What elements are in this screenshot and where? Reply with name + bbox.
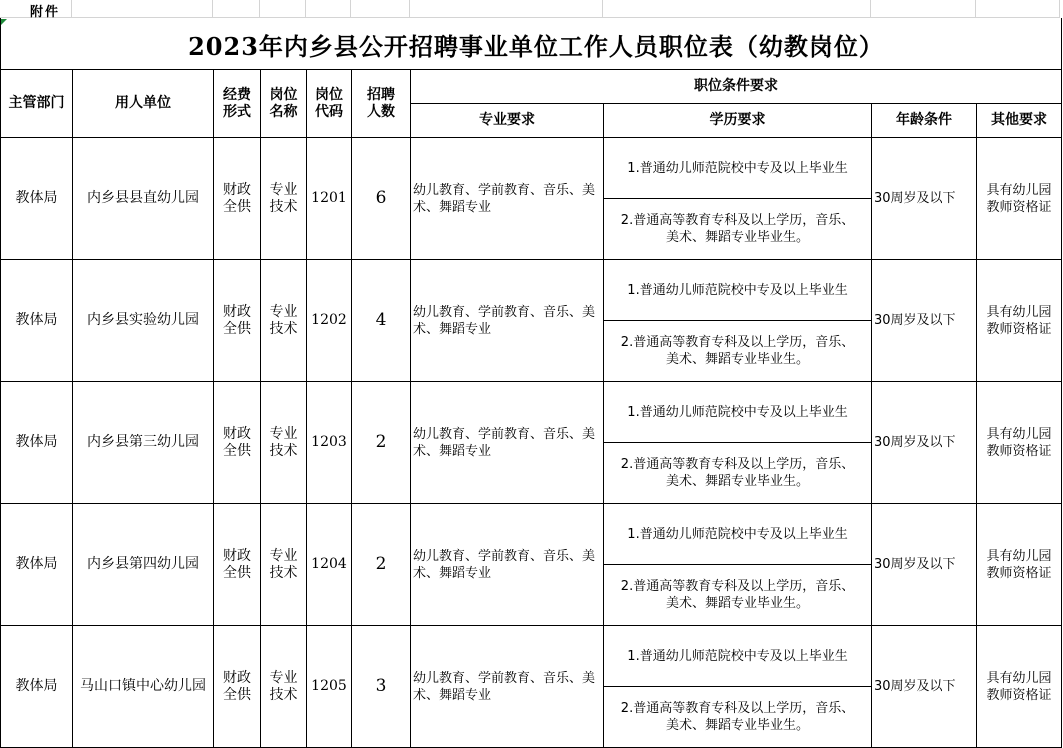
- edu2-line1: 2.普通高等教育专科及以上学历，音乐、: [620, 213, 855, 228]
- cell-major[interactable]: 幼儿教育、学前教育、音乐、美术、舞蹈专业: [411, 138, 604, 260]
- funding-line1: 财政: [223, 547, 251, 564]
- empty-cell[interactable]: [213, 0, 260, 18]
- cell-age[interactable]: 30周岁及以下: [872, 504, 977, 626]
- other-line2: 教师资格证: [986, 443, 1052, 459]
- edu2-line2: 美术、舞蹈专业毕业生。: [665, 474, 809, 489]
- funding-line2: 全供: [223, 564, 251, 581]
- header-funding-line2: 形式: [223, 103, 251, 120]
- header-dept[interactable]: 主管部门: [1, 70, 73, 138]
- post-line2: 技术: [269, 320, 298, 337]
- header-hire-count-line2: 人数: [367, 103, 395, 120]
- edu2-line1: 2.普通高等教育专科及以上学历，音乐、: [620, 701, 855, 716]
- edu2-line1: 2.普通高等教育专科及以上学历，音乐、: [620, 335, 855, 350]
- post-line2: 技术: [269, 198, 298, 215]
- header-unit[interactable]: 用人单位: [73, 70, 214, 138]
- other-line1: 具有幼儿园: [986, 548, 1052, 564]
- cell-education-2[interactable]: [604, 443, 872, 504]
- cell-education-1[interactable]: 1.普通幼儿师范院校中专及以上毕业生: [604, 382, 872, 443]
- cell-major[interactable]: 幼儿教育、学前教育、音乐、美术、舞蹈专业: [411, 382, 604, 504]
- cell-funding[interactable]: [214, 504, 261, 626]
- cell-education-2[interactable]: [604, 321, 872, 382]
- empty-cell[interactable]: [976, 0, 1060, 18]
- header-age[interactable]: 年龄条件: [872, 104, 977, 138]
- header-post-code-line2: 代码: [315, 103, 343, 120]
- header-requirements[interactable]: 职位条件要求: [411, 70, 1062, 104]
- other-line2: 教师资格证: [986, 321, 1052, 337]
- header-post-name-line1: 岗位: [269, 86, 298, 103]
- cell-unit[interactable]: 内乡县实验幼儿园: [73, 260, 214, 382]
- edu2-line1: 2.普通高等教育专科及以上学历，音乐、: [620, 457, 855, 472]
- other-line1: 具有幼儿园: [986, 182, 1052, 198]
- other-line1: 具有幼儿园: [986, 304, 1052, 320]
- cell-post-name[interactable]: [261, 626, 307, 748]
- cell-comment-marker: [0, 18, 6, 24]
- title-row[interactable]: [0, 18, 1062, 70]
- post-line1: 专业: [269, 547, 298, 564]
- cell-funding[interactable]: [214, 260, 261, 382]
- cell-unit[interactable]: 马山口镇中心幼儿园: [73, 626, 214, 748]
- cell-dept[interactable]: 教体局: [1, 626, 73, 748]
- cell-dept[interactable]: 教体局: [1, 260, 73, 382]
- other-line1: 具有幼儿园: [986, 670, 1052, 686]
- header-major[interactable]: 专业要求: [411, 104, 604, 138]
- funding-line1: 财政: [223, 425, 251, 442]
- cell-hire-count[interactable]: 6: [352, 138, 411, 260]
- edu2-line2: 美术、舞蹈专业毕业生。: [665, 230, 809, 245]
- other-line2: 教师资格证: [986, 687, 1052, 703]
- cell-post-code[interactable]: 1203: [307, 382, 352, 504]
- cell-funding[interactable]: [214, 138, 261, 260]
- funding-line2: 全供: [223, 198, 251, 215]
- cell-funding[interactable]: [214, 626, 261, 748]
- page-title: 2023年内乡县公开招聘事业单位工作人员职位表（幼教岗位）: [188, 31, 884, 61]
- cell-unit[interactable]: 内乡县第三幼儿园: [73, 382, 214, 504]
- funding-line1: 财政: [223, 181, 251, 198]
- cell-education-1[interactable]: 1.普通幼儿师范院校中专及以上毕业生: [604, 260, 872, 321]
- header-post-code-line1: 岗位: [315, 86, 343, 103]
- cell-education-2[interactable]: [604, 687, 872, 748]
- cell-age[interactable]: 30周岁及以下: [872, 138, 977, 260]
- header-post-name-line2: 名称: [269, 103, 298, 120]
- cell-dept[interactable]: 教体局: [1, 504, 73, 626]
- post-line2: 技术: [269, 686, 298, 703]
- funding-line1: 财政: [223, 303, 251, 320]
- empty-cell[interactable]: [871, 0, 976, 18]
- cell-age[interactable]: 30周岁及以下: [872, 260, 977, 382]
- header-hire-count-line1: 招聘: [367, 86, 395, 103]
- cell-post-name[interactable]: [261, 504, 307, 626]
- cell-post-name[interactable]: [261, 382, 307, 504]
- cell-unit[interactable]: 内乡县县直幼儿园: [73, 138, 214, 260]
- other-line2: 教师资格证: [986, 199, 1052, 215]
- cell-education-1[interactable]: 1.普通幼儿师范院校中专及以上毕业生: [604, 138, 872, 199]
- cell-major[interactable]: 幼儿教育、学前教育、音乐、美术、舞蹈专业: [411, 504, 604, 626]
- cell-post-name[interactable]: [261, 138, 307, 260]
- cell-other[interactable]: [977, 626, 1062, 748]
- post-line1: 专业: [269, 669, 298, 686]
- annex-row: [0, 0, 1063, 18]
- cell-hire-count[interactable]: 2: [352, 504, 411, 626]
- cell-major[interactable]: 幼儿教育、学前教育、音乐、美术、舞蹈专业: [411, 260, 604, 382]
- cell-hire-count[interactable]: 3: [352, 626, 411, 748]
- cell-other[interactable]: [977, 504, 1062, 626]
- cell-education-2[interactable]: [604, 565, 872, 626]
- cell-other[interactable]: [977, 382, 1062, 504]
- cell-education-2[interactable]: [604, 199, 872, 260]
- cell-hire-count[interactable]: 2: [352, 382, 411, 504]
- cell-post-code[interactable]: 1204: [307, 504, 352, 626]
- funding-line2: 全供: [223, 320, 251, 337]
- cell-post-code[interactable]: 1201: [307, 138, 352, 260]
- cell-post-code[interactable]: 1202: [307, 260, 352, 382]
- other-line2: 教师资格证: [986, 565, 1052, 581]
- cell-age[interactable]: 30周岁及以下: [872, 382, 977, 504]
- header-funding-line1: 经费: [223, 86, 251, 103]
- header-post-code[interactable]: [307, 70, 352, 138]
- cell-other[interactable]: [977, 260, 1062, 382]
- other-line1: 具有幼儿园: [986, 426, 1052, 442]
- cell-funding[interactable]: [214, 382, 261, 504]
- funding-line1: 财政: [223, 669, 251, 686]
- header-hire-count[interactable]: [352, 70, 411, 138]
- post-line2: 技术: [269, 442, 298, 459]
- post-line1: 专业: [269, 181, 298, 198]
- annex-label: 附件: [30, 5, 61, 20]
- cell-age[interactable]: 30周岁及以下: [872, 626, 977, 748]
- header-post-name[interactable]: [261, 70, 307, 138]
- edu2-line2: 美术、舞蹈专业毕业生。: [665, 352, 809, 367]
- cell-post-code[interactable]: 1205: [307, 626, 352, 748]
- post-line2: 技术: [269, 564, 298, 581]
- post-line1: 专业: [269, 425, 298, 442]
- cell-dept[interactable]: 教体局: [1, 382, 73, 504]
- header-other[interactable]: 其他要求: [977, 104, 1062, 138]
- header-education[interactable]: 学历要求: [604, 104, 872, 138]
- header-funding[interactable]: [214, 70, 261, 138]
- empty-cell[interactable]: [410, 0, 603, 18]
- empty-cell[interactable]: [72, 0, 213, 18]
- cell-dept[interactable]: 教体局: [1, 138, 73, 260]
- empty-cell[interactable]: [603, 0, 871, 18]
- edu2-line2: 美术、舞蹈专业毕业生。: [665, 718, 809, 733]
- cell-education-1[interactable]: 1.普通幼儿师范院校中专及以上毕业生: [604, 626, 872, 687]
- post-line1: 专业: [269, 303, 298, 320]
- cell-education-1[interactable]: 1.普通幼儿师范院校中专及以上毕业生: [604, 504, 872, 565]
- cell-post-name[interactable]: [261, 260, 307, 382]
- empty-cell[interactable]: [351, 0, 410, 18]
- funding-line2: 全供: [223, 442, 251, 459]
- cell-other[interactable]: [977, 138, 1062, 260]
- cell-hire-count[interactable]: 4: [352, 260, 411, 382]
- cell-major[interactable]: 幼儿教育、学前教育、音乐、美术、舞蹈专业: [411, 626, 604, 748]
- empty-cell[interactable]: [260, 0, 306, 18]
- cell-unit[interactable]: 内乡县第四幼儿园: [73, 504, 214, 626]
- edu2-line2: 美术、舞蹈专业毕业生。: [665, 596, 809, 611]
- edu2-line1: 2.普通高等教育专科及以上学历，音乐、: [620, 579, 855, 594]
- empty-cell[interactable]: [306, 0, 351, 18]
- funding-line2: 全供: [223, 686, 251, 703]
- positions-table: [0, 69, 1062, 748]
